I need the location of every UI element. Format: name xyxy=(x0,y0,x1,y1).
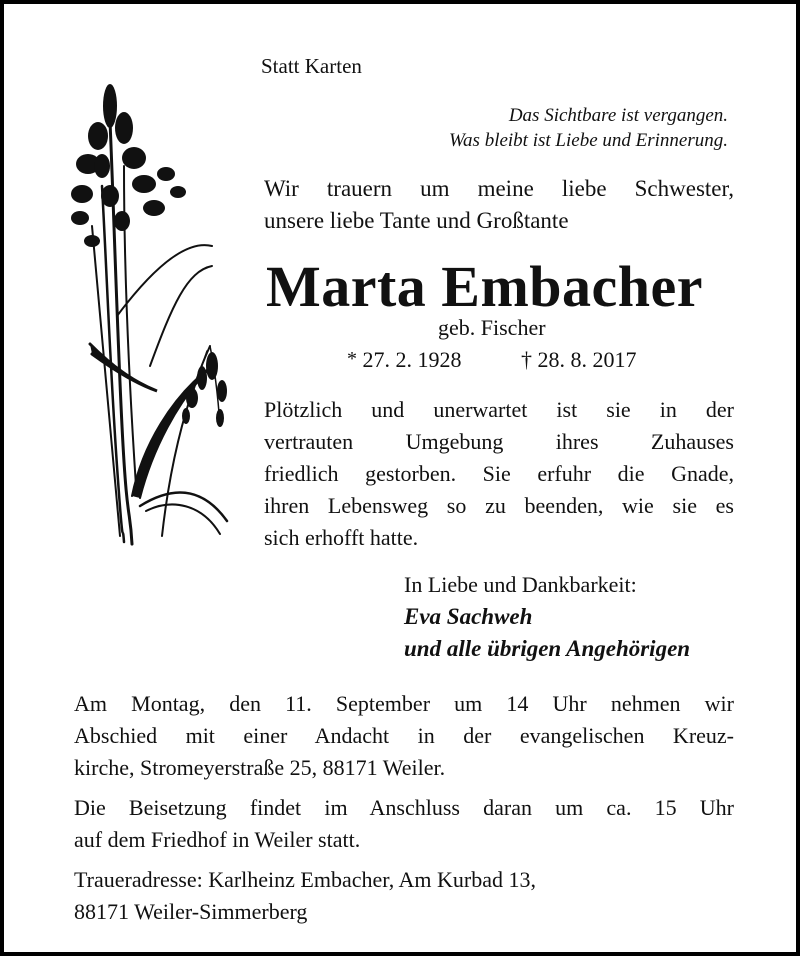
death-symbol: † xyxy=(521,347,532,372)
death-date: 28. 8. 2017 xyxy=(537,347,637,372)
motto-line-1: Das Sichtbare ist vergangen. xyxy=(508,105,728,126)
message-line-2: vertrauten Umgebung ihres Zuhauses xyxy=(264,429,734,454)
death-info xyxy=(521,349,637,371)
mourning-address xyxy=(74,864,734,928)
signer-name-1: Eva Sachweh xyxy=(404,604,533,629)
message-line-3: friedlich gestorben. Sie erfuhr die Gnade, xyxy=(264,461,734,486)
statt-karten-label: Statt Karten xyxy=(261,54,362,78)
signature-names xyxy=(404,601,690,665)
burial-line-2: auf dem Friedhof in Weiler statt. xyxy=(74,827,361,852)
intro-text xyxy=(264,173,734,237)
signer-name-2: und alle übrigen Angehörigen xyxy=(404,636,691,661)
maiden-name: geb. Fischer xyxy=(438,315,546,340)
motto-line-2: Was bleibt ist Liebe und Erinnerung. xyxy=(448,130,728,151)
intro-line-2: unsere liebe Tante und Großtante xyxy=(264,208,569,233)
message-text xyxy=(264,394,734,554)
signature-intro: In Liebe und Dankbarkeit: xyxy=(404,572,637,597)
birth-date: 27. 2. 1928 xyxy=(362,347,462,372)
burial-line-1: Die Beisetzung findet im Anschluss daran um ca. 15 Uhr xyxy=(74,795,734,820)
memorial-motto xyxy=(384,103,728,153)
message-line-4: ihren Lebensweg so zu beenden, wie sie es xyxy=(264,493,734,518)
burial-text xyxy=(74,792,734,856)
birth-symbol: * xyxy=(347,348,357,370)
message-line-5: sich erhofft hatte. xyxy=(264,525,419,550)
deceased-name: Marta Embacher xyxy=(266,254,704,319)
address-line-2: 88171 Weiler-Simmerberg xyxy=(74,899,308,924)
address-line-1: Traueradresse: Karlheinz Embacher, Am Kurbad 13, xyxy=(74,867,536,892)
service-text xyxy=(74,688,734,784)
birth-info xyxy=(347,349,462,371)
message-line-1: Plötzlich und unerwartet ist sie in der xyxy=(264,397,734,422)
service-line-3: kirche, Stromeyerstraße 25, 88171 Weiler. xyxy=(74,755,446,780)
grass-illustration xyxy=(62,66,247,546)
service-line-1: Am Montag, den 11. September um 14 Uhr nehmen wir xyxy=(74,691,734,716)
intro-line-1: Wir trauern um meine liebe Schwester, xyxy=(264,176,734,201)
service-line-2: Abschied mit einer Andacht in der evangelischen Kreuz- xyxy=(74,723,734,748)
